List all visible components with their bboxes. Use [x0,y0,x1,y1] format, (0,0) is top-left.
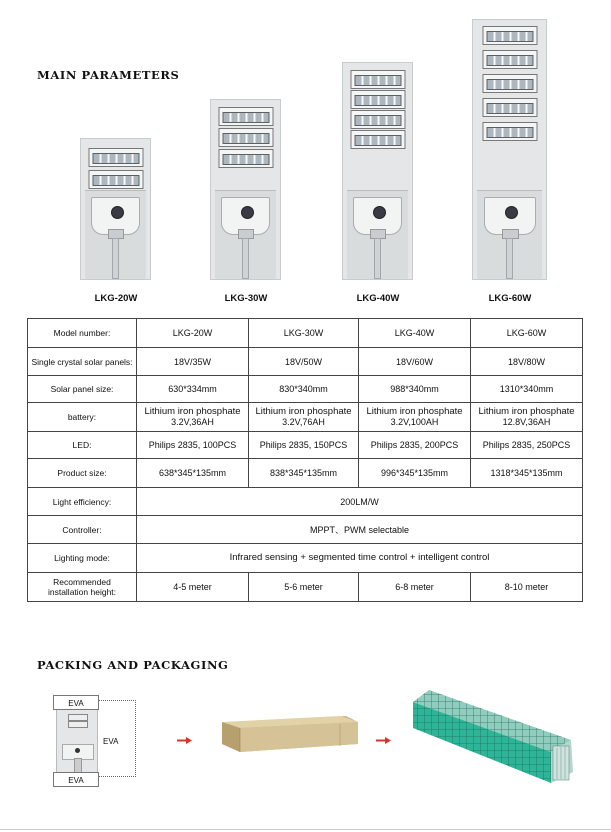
table-cell: 996*345*135mm [359,459,471,488]
arrow-right-icon [376,737,391,744]
table-cell: 18V/35W [137,348,249,376]
table-row [28,432,583,459]
lamp-image-40w [342,62,413,280]
row-label: Lighting mode: [28,544,137,573]
row-label: Model number: [28,319,137,348]
table-cell: 838*345*135mm [249,459,359,488]
cell-line: Lithium iron phosphate [478,406,575,417]
table-row [28,348,583,376]
led-module [88,170,143,189]
table-cell: 638*345*135mm [137,459,249,488]
row-label: Controller: [28,516,137,544]
led-module [218,107,273,126]
table-row [28,459,583,488]
lamp-label-20w: LKG-20W [94,293,138,304]
led-module [482,74,537,93]
table-row [28,403,583,432]
row-label: LED: [28,432,137,459]
label-line: Recommended [53,577,111,587]
cell-line: 12.8V,36AH [502,417,551,427]
table-cell: Philips 2835, 100PCS [137,432,249,459]
table-cell: 4-5 meter [137,573,249,602]
infrared-sensor-icon [373,206,386,219]
led-module [350,90,405,109]
lamp-image-20w [80,138,151,280]
lamp-image-30w [210,99,281,280]
model-cell: LKG-60W [471,319,583,348]
row-label: Product size: [28,459,137,488]
page-bottom-rule [0,829,611,830]
infrared-sensor-icon [111,206,124,219]
main-parameters-heading: MAIN PARAMETERS [37,68,180,82]
table-cell [359,403,471,432]
eva-label-bottom: EVA [53,772,99,787]
table-cell: 200LM/W [137,488,583,516]
table-cell: MPPT、PWM selectable [137,516,583,544]
cell-line: 3.2V,100AH [390,417,439,427]
packing-heading: PACKING AND PACKAGING [37,658,229,672]
infrared-sensor-icon [505,206,518,219]
eva-label-top: EVA [53,695,99,710]
lamp-housing [347,190,408,279]
table-cell: 18V/80W [471,348,583,376]
pallet-grid-image [411,688,577,785]
row-label: Solar panel size: [28,376,137,403]
lamp-housing [477,190,542,279]
cell-line: Lithium iron phosphate [366,406,463,417]
mount-arm [112,238,119,279]
table-cell: Philips 2835, 250PCS [471,432,583,459]
led-module [482,122,537,141]
row-label: Single crystal solar panels: [28,348,137,376]
model-cell: LKG-20W [137,319,249,348]
led-module [482,50,537,69]
table-cell: 18V/60W [359,348,471,376]
table-cell: 988*340mm [359,376,471,403]
row-label: battery: [28,403,137,432]
table-cell: 630*334mm [137,376,249,403]
eva-packing-diagram [53,693,133,785]
table-cell: Philips 2835, 200PCS [359,432,471,459]
eva-label-side: EVA [103,737,119,746]
cell-line: 3.2V,76AH [282,417,325,427]
infrared-sensor-icon [75,748,80,753]
lamp-thumbnail [56,709,98,773]
lamp-housing [215,190,276,279]
led-module [350,70,405,89]
table-cell [137,403,249,432]
carton-box-image [218,714,361,754]
infrared-sensor-icon [241,206,254,219]
table-cell: 1318*345*135mm [471,459,583,488]
table-cell: 6-8 meter [359,573,471,602]
led-module [350,130,405,149]
table-row [28,573,583,602]
lamp-image-60w [472,19,547,280]
table-row [28,516,583,544]
table-cell: 8-10 meter [471,573,583,602]
led-module [218,149,273,168]
table-cell: 18V/50W [249,348,359,376]
lamp-label-60w: LKG-60W [488,293,532,304]
lamp-housing [85,190,146,279]
row-label: Light efficiency: [28,488,137,516]
cell-line: 3.2V,36AH [171,417,214,427]
led-module [482,98,537,117]
arrow-right-icon [177,737,192,744]
led-module [350,110,405,129]
mount-arm [506,238,514,279]
cell-line: Lithium iron phosphate [144,406,241,417]
lamp-label-30w: LKG-30W [224,293,268,304]
led-module [482,26,537,45]
table-row [28,376,583,403]
label-line: installation height: [47,587,117,597]
table-cell: 830*340mm [249,376,359,403]
table-cell [471,403,583,432]
led-module [218,128,273,147]
led-module [68,714,88,721]
table-row [28,544,583,573]
row-label [28,573,137,602]
cell-line: Lithium iron phosphate [255,406,352,417]
table-cell: 1310*340mm [471,376,583,403]
led-module [88,148,143,167]
model-cell: LKG-40W [359,319,471,348]
table-row [28,319,583,348]
mount-arm [242,238,249,279]
table-cell: Infrared sensing + segmented time control + intelligent control [137,544,583,573]
model-cell: LKG-30W [249,319,359,348]
table-cell: 5-6 meter [249,573,359,602]
table-cell [249,403,359,432]
table-cell: Philips 2835, 150PCS [249,432,359,459]
table-row [28,488,583,516]
mount-arm [374,238,381,279]
lamp-label-40w: LKG-40W [356,293,400,304]
led-module [68,721,88,728]
parameters-table [27,318,583,602]
